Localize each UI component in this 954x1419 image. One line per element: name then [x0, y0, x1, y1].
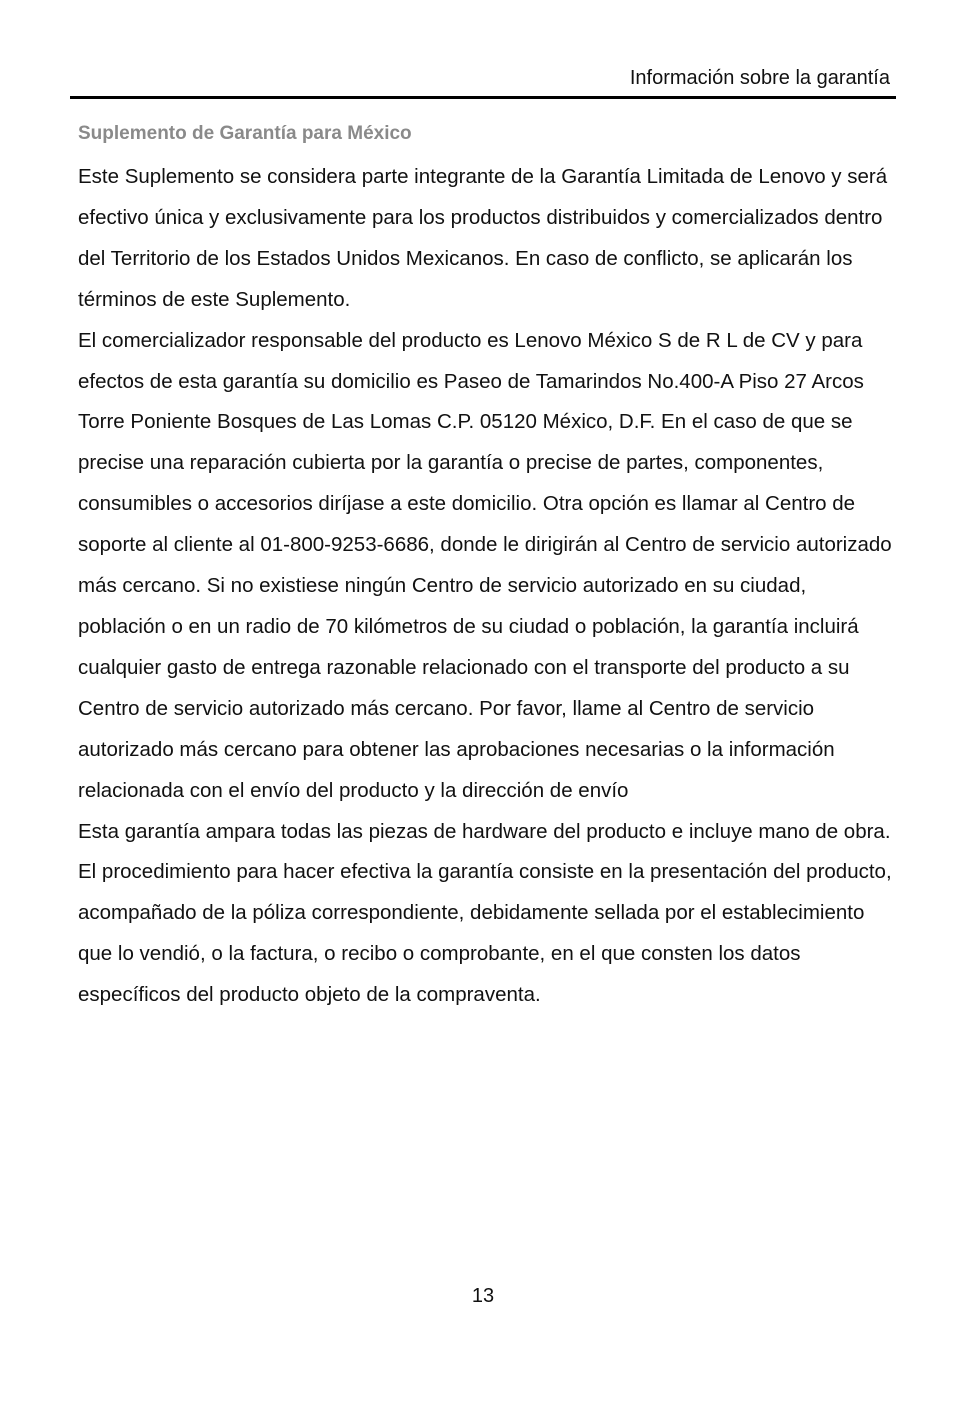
paragraph-procedure: El procedimiento para hacer efectiva la garantía consiste en la presentación del producto, acompañado de la póliza correspondiente, debidamente sellada por el establecimiento que lo vendió, o la factura, o recibo o comprobante, en el que consten los datos específicos del producto objeto de la compraventa.: [78, 860, 892, 1007]
paragraph-coverage: Esta garantía ampara todas las piezas de hardware del producto e incluye mano de obra.: [78, 819, 891, 843]
paragraph-service-location: El comercializador responsable del producto es Lenovo México S de R L de CV y para efectos de esta garantía su domicilio es Paseo de Tamarindos No.400-A Piso 27 Arcos Torre Poniente Bosques de Las Lomas C.P. 05120 México, D.F. En el caso de que se precise una reparación cubierta por la garantía o precise de partes, componentes, consumibles o accesorios diríjase a este domicilio. Otra opción es llamar al Centro de soporte al cliente al 01-800-9253-6686, donde le dirigirán al Centro de servicio autorizado más cercano. Si no existiese ningún Centro de servicio autorizado en su ciudad, población o en un radio de 70 kilómetros de su ciudad o población, la garantía incluirá cualquier gasto de entrega razonable relacionado con el transporte del producto a su Centro de servicio autorizado más cercano. Por favor, llame al Centro de servicio autorizado más cercano para obtener las aprobaciones necesarias o la información relacionada con el envío del producto y la dirección de envío: [78, 328, 892, 802]
header-divider: [70, 96, 896, 99]
running-header-title: Información sobre la garantía: [629, 67, 890, 89]
section-title: Suplemento de Garantía para México: [78, 123, 412, 144]
page-number: 13: [471, 1285, 495, 1307]
paragraph-supplement-scope: Este Suplemento se considera parte integrante de la Garantía Limitada de Lenovo y será efectivo única y exclusivamente para los productos distribuidos y comercializados dentro del Territorio de los Estados Unidos Mexicanos. En caso de conflicto, se aplicarán los términos de este Suplemento.: [78, 165, 888, 311]
body-text: [78, 157, 896, 1016]
